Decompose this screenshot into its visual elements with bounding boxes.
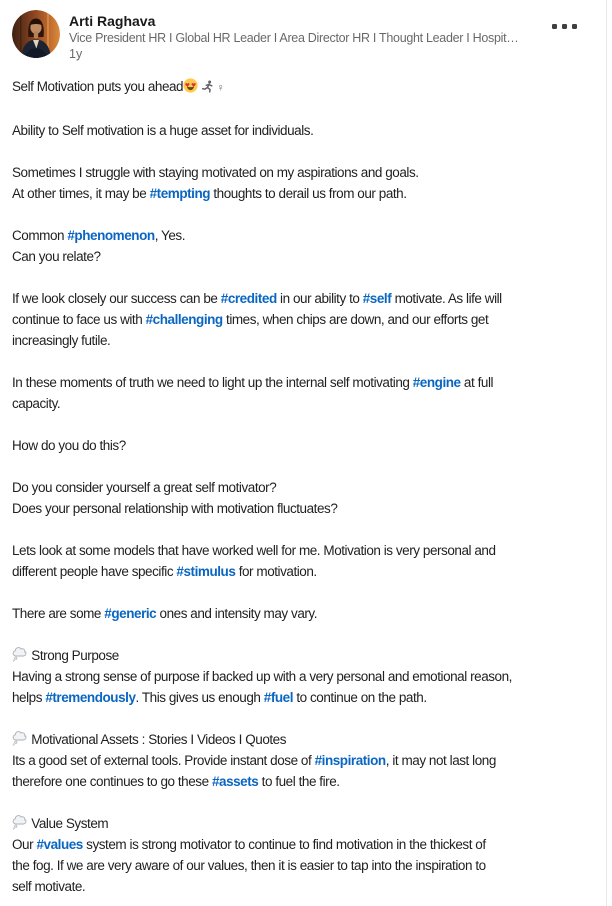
- hashtag-link[interactable]: #assets: [211, 774, 259, 789]
- feed-column-divider: [606, 0, 607, 906]
- post-paragraph: Do you consider yourself a great self motivator? Does your personal relationship with motivation fluctuates?: [12, 480, 338, 516]
- author-name[interactable]: Arti Raghava: [69, 13, 156, 29]
- author-headline: Vice President HR I Global HR Leader I Area Director HR I Thought Leader I Hospit…: [69, 31, 519, 45]
- post-paragraph: Strong Purpose Having a strong sense of purpose if backed up with a very personal and emotional reason, helps #tremendously. This gives us enough #fuel to continue on the path.: [12, 645, 606, 708]
- hashtag-link[interactable]: #values: [36, 837, 83, 852]
- overflow-menu-icon: [572, 24, 577, 29]
- post-paragraph: Ability to Self motivation is a huge asset for individuals.: [12, 123, 314, 138]
- hashtag-link[interactable]: #inspiration: [314, 753, 386, 768]
- overflow-menu-icon: [552, 24, 557, 29]
- overflow-menu-button[interactable]: [548, 20, 581, 33]
- post-paragraph: There are some #generic ones and intensity may vary.: [12, 606, 318, 621]
- post-paragraph: Self Motivation puts you ahead ♀: [12, 76, 606, 99]
- hashtag-link[interactable]: #engine: [412, 375, 461, 390]
- thought-balloon-emoji: [12, 645, 28, 666]
- female-sign-icon: ♀: [216, 82, 225, 94]
- post-paragraph: If we look closely our success can be #credited in our ability to #self motivate. As life will continue to face us with #challenging times, when chips are down, and our efforts get increasingly futile.: [12, 291, 502, 348]
- heart-eyes-emoji: [183, 76, 198, 97]
- hashtag-link[interactable]: #credited: [220, 291, 277, 306]
- post-text: [12, 76, 606, 897]
- hashtag-link[interactable]: #generic: [104, 606, 157, 621]
- avatar[interactable]: [12, 10, 60, 58]
- hashtag-link[interactable]: #tempting: [149, 186, 211, 201]
- post-paragraph: How do you do this?: [12, 438, 126, 453]
- post-age: 1y: [69, 47, 83, 61]
- overflow-menu-icon: [562, 24, 567, 29]
- thought-balloon-emoji: [12, 813, 28, 834]
- post-paragraph: Motivational Assets : Stories I Videos I Quotes Its a good set of external tools. Provide instant dose of #inspiration, it may not last long therefore one continues to go these #assets to fuel the fire.: [12, 729, 606, 792]
- post-paragraph: Sometimes I struggle with staying motivated on my aspirations and goals. At other times, it may be #tempting thoughts to derail us from our path.: [12, 165, 419, 201]
- post-header: [0, 0, 612, 62]
- hashtag-link[interactable]: #tremendously: [45, 690, 136, 705]
- hashtag-link[interactable]: #self: [362, 291, 392, 306]
- author-info: [69, 10, 518, 62]
- post-paragraph: Common #phenomenon, Yes. Can you relate?: [12, 228, 186, 264]
- hashtag-link[interactable]: #fuel: [263, 690, 294, 705]
- thought-balloon-emoji: [12, 729, 28, 750]
- hashtag-link[interactable]: #stimulus: [176, 564, 236, 579]
- hashtag-link[interactable]: #phenomenon: [67, 228, 155, 243]
- post-paragraph: Value System Our #values system is strong motivator to continue to find motivation in the thickest of the fog. If we are very aware of our values, then it is easier to tap into the inspiration to self motivate.: [12, 813, 606, 897]
- hashtag-link[interactable]: #challenging: [145, 312, 223, 327]
- woman-running-emoji: [201, 76, 224, 99]
- post-paragraph: Lets look at some models that have worked well for me. Motivation is very personal and different people have specific #stimulus for motivation.: [12, 543, 496, 579]
- post-paragraph: In these moments of truth we need to light up the internal self motivating #engine at full capacity.: [12, 375, 494, 411]
